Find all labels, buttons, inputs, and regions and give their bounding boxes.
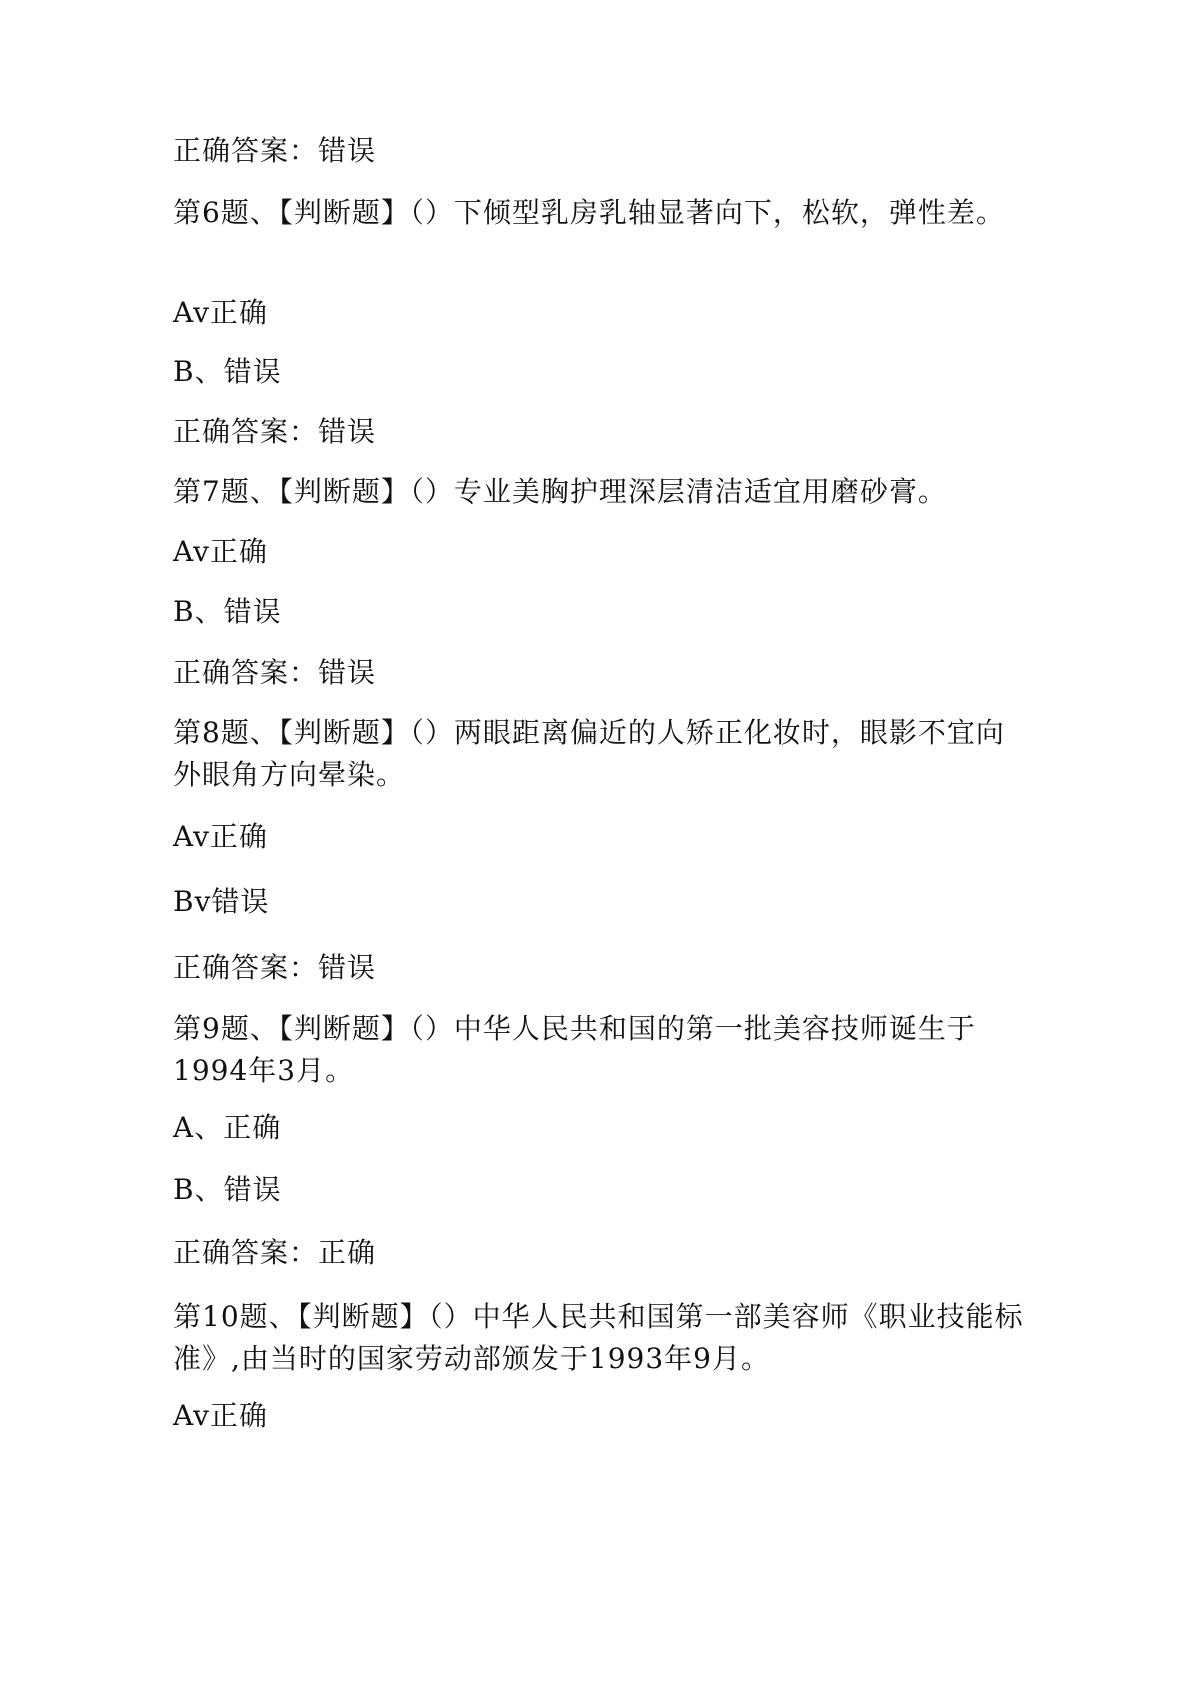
option-a-q6: Av正确 bbox=[173, 296, 268, 329]
answer-line-q9: 正确答案：正确 bbox=[173, 1236, 377, 1269]
answer-line-q7: 正确答案：错误 bbox=[173, 656, 377, 689]
question-7: 第7题、【判断题】（）专业美胸护理深层清洁适宜用磨砂膏。 bbox=[173, 475, 947, 508]
option-b-q6: B、错误 bbox=[173, 355, 282, 388]
answer-line-q5: 正确答案：错误 bbox=[173, 134, 377, 167]
option-b-q8: Bv错误 bbox=[173, 885, 270, 918]
option-a-q9: A、正确 bbox=[173, 1111, 282, 1144]
option-a-q10: Av正确 bbox=[173, 1399, 268, 1432]
answer-line-q6: 正确答案：错误 bbox=[173, 415, 377, 448]
option-a-q8: Av正确 bbox=[173, 820, 268, 853]
answer-line-q8: 正确答案：错误 bbox=[173, 951, 377, 984]
question-10: 第10题、【判断题】（）中华人民共和国第一部美容师《职业技能标准》,由当时的国家劳动部颁发于1993年9月。 bbox=[173, 1300, 1024, 1375]
option-b-q9: B、错误 bbox=[173, 1173, 282, 1206]
question-6: 第6题、【判断题】（）下倾型乳房乳轴显著向下，松软，弹性差。 bbox=[173, 196, 1005, 229]
option-b-q7: B、错误 bbox=[173, 595, 282, 628]
question-9: 第9题、【判断题】（）中华人民共和国的第一批美容技师诞生于1994年3月。 bbox=[173, 1012, 976, 1087]
question-8: 第8题、【判断题】（）两眼距离偏近的人矫正化妆时，眼影不宜向外眼角方向晕染。 bbox=[173, 716, 1005, 791]
option-a-q7: Av正确 bbox=[173, 535, 268, 568]
